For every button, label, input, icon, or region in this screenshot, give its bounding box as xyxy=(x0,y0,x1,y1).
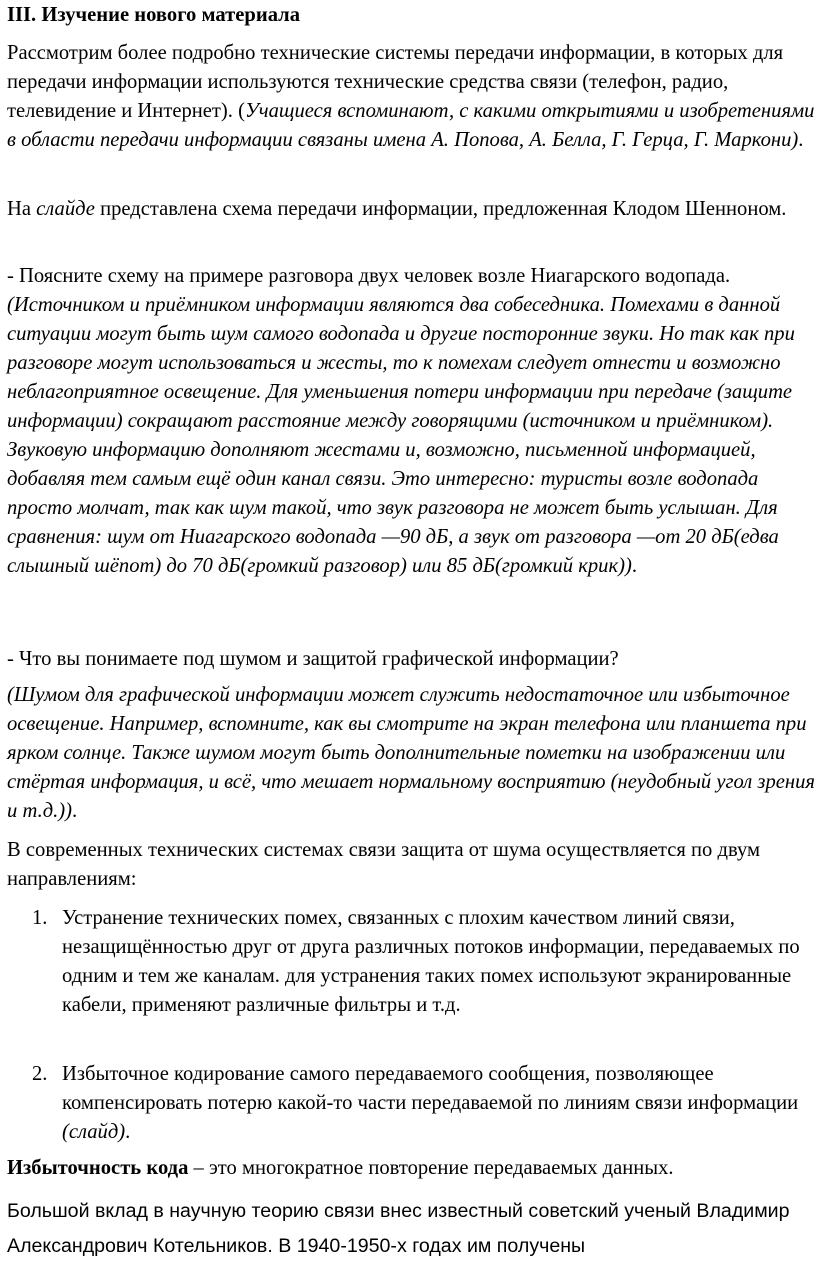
paragraph-text: Рассмотрим более подробно технические системы передачи информации, в которых для передачи информации используются технические средства связи (телефон, радио, телевидение и Интернет). ( xyxy=(7,42,784,122)
paragraph-lead: На xyxy=(7,198,37,220)
answer-italic: (Шумом для графической информации может служить недостаточное или избыточное освещение. Например, вспомните, как вы смотрите на экран телефона или планшета при ярком солнце. Также шумом могут быть дополнительные пометки на изображении или стёртая информация, и всё, что мешает нормальному восприятию (неудобный угол зрения и т.д.)) xyxy=(7,684,815,822)
answer-graphic-noise xyxy=(7,681,815,826)
paragraph-text: представлена схема передачи информации, предложенная Клодом Шенноном. xyxy=(94,198,787,220)
paragraph-technical-systems xyxy=(7,39,815,155)
paragraph-code-redundancy xyxy=(7,1154,815,1183)
paragraph-italic-note: Учащиеся вспоминают, с какими открытиями и изобретениями в области передачи информации связаны имена А. Попова, А. Белла, Г. Герца, Г. Маркони) xyxy=(7,100,815,151)
protection-list xyxy=(7,904,815,1020)
list-number: 1. xyxy=(32,907,48,929)
list-item xyxy=(7,904,815,1020)
paragraph-end: . xyxy=(72,800,78,822)
question-graphic-noise: - Что вы понимаете под шумом и защитой графической информации? xyxy=(7,648,619,670)
slide-reference: (слайд) xyxy=(62,1121,126,1143)
paragraph-niagara-question xyxy=(7,262,815,581)
list-item-text: Избыточное кодирование самого передаваемого сообщения, позволяющее компенсировать потерю какой-то части передаваемой по линиям связи информации xyxy=(62,1063,799,1114)
list-number: 2. xyxy=(32,1063,48,1085)
list-item-end: . xyxy=(125,1121,131,1143)
paragraph-end: . xyxy=(631,555,637,577)
slide-reference: слайде xyxy=(36,198,95,220)
list-item xyxy=(7,1060,815,1147)
definition-text: – это многократное повторение передаваемых данных. xyxy=(188,1157,674,1179)
question-text: - Поясните схему на примере разговора двух человек возле Ниагарского водопада. xyxy=(7,265,731,287)
paragraph-protection-directions: В современных технических системах связи защита от шума осуществляется по двум направлениям: xyxy=(7,839,761,890)
section-heading: III. Изучение нового материала xyxy=(7,4,301,26)
term-bold: Избыточность кода xyxy=(7,1157,189,1179)
paragraph-end: . xyxy=(798,129,804,151)
paragraph-kotelnikov: Большой вклад в научную теорию связи внес известный советский ученый Владимир Александрович Котельников. В 1940-1950-х годах им получены xyxy=(7,1200,790,1257)
protection-list-continued xyxy=(7,1060,815,1147)
paragraph-shannon-scheme xyxy=(7,195,815,224)
answer-italic: (Источником и приёмником информации являются два собеседника. Помехами в данной ситуации могут быть шум самого водопада и другие посторонние звуки. Но так как при разговоре могут использоваться и жесты, то к помехам следует отнести и возможно неблагоприятное освещение. Для уменьшения потери информации при передаче (защите информации) сокращают расстояние между говорящими (источником и приёмником). Звуковую информацию дополняют жестами и, возможно, письменной информацией, добавляя тем самым ещё один канал связи. Это интересно: туристы возле водопада просто молчат, так как шум такой, что звук разговора не может быть услышан. Для сравнения: шум от Ниагарского водопада —90 дБ, а звук от разговора —от 20 дБ(едва слышный шёпот) до 70 дБ(громкий разговор) или 85 дБ(громкий крик)) xyxy=(7,294,795,577)
list-item-text: Устранение технических помех, связанных с плохим качеством линий связи, незащищённостью друг от друга различных потоков информации, передаваемых по одним и тем же каналам. для устранения таких помех используют экранированные кабели, применяют различные фильтры и т.д. xyxy=(62,907,800,1016)
